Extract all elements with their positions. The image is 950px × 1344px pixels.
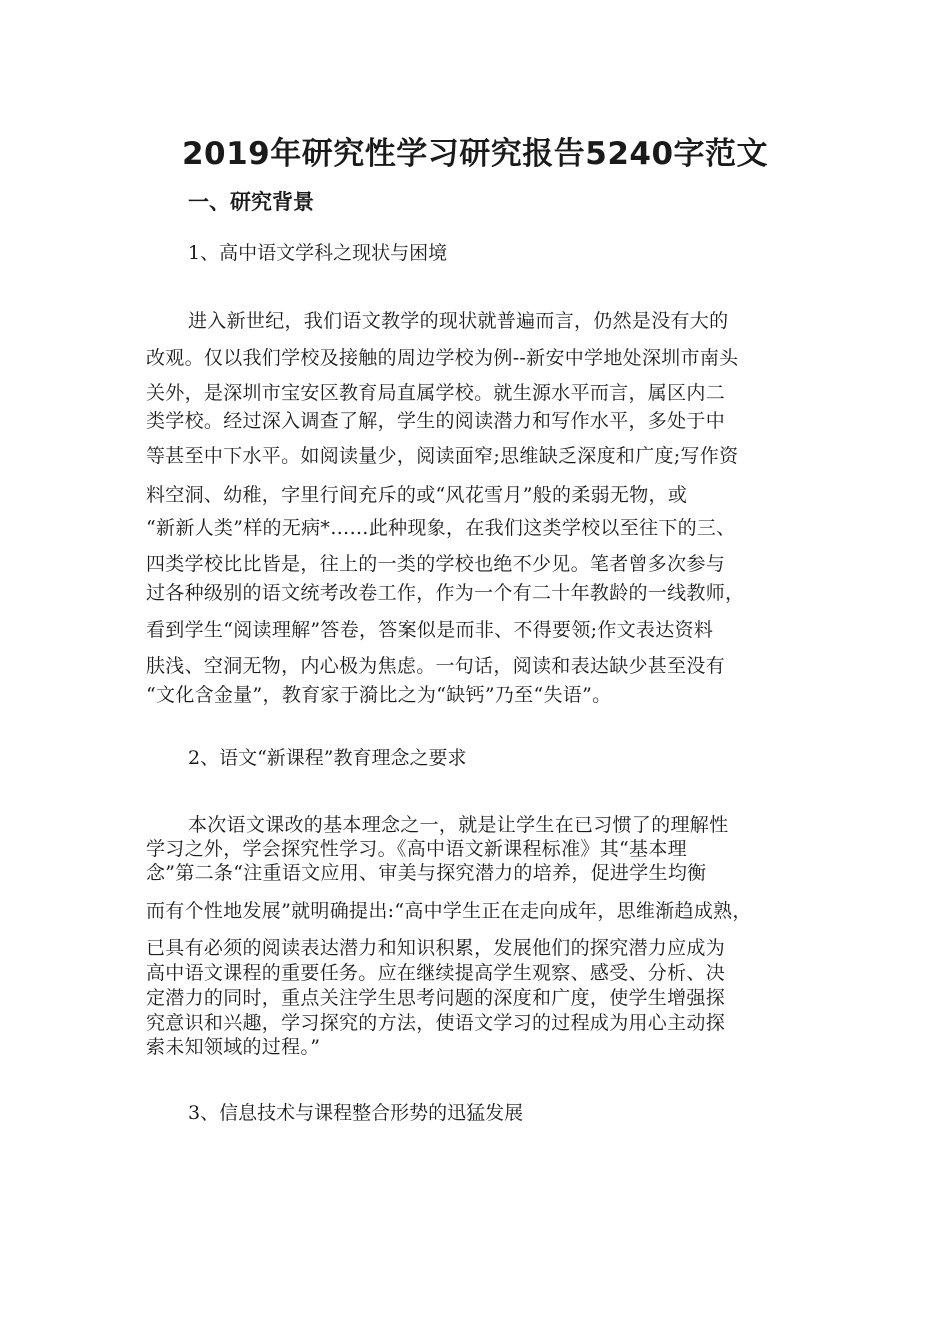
paragraph-line: 学习之外，学会探究性学习。《高中语文新课程标准》其“基本理 [146, 838, 687, 860]
subheading-2: 2、语文“新课程”教育理念之要求 [188, 747, 467, 769]
paragraph-line: 类学校。经过深入调查了解，学生的阅读潜力和写作水平，多处于中 [146, 410, 726, 432]
paragraph-line: 进入新世纪，我们语文教学的现状就普遍而言，仍然是没有大的 [188, 310, 729, 332]
paragraph-line: 四类学校比比皆是，往上的一类的学校也绝不少见。笔者曾多次参与 [146, 553, 726, 575]
paragraph-line: 高中语文课程的重要任务。应在继续提高学生观察、感受、分析、决 [146, 962, 726, 984]
paragraph-line: 本次语文课改的基本理念之一，就是让学生在已习惯了的理解性 [188, 814, 729, 836]
section-heading: 一、研究背景 [188, 190, 314, 214]
paragraph-line: 过各种级别的语文统考改卷工作，作为一个有二十年教龄的一线教师， [146, 582, 745, 604]
paragraph-line: 而有个性地发展”就明确提出:“高中学生正在走向成年，思维渐趋成熟， [146, 900, 752, 922]
paragraph-line: 改观。仅以我们学校及接触的周边学校为例--新安中学地处深圳市南头 [146, 347, 739, 369]
paragraph-line: 究意识和兴趣，学习探究的方法，使语文学习的过程成为用心主动探 [146, 1012, 726, 1034]
paragraph-line: “文化含金量”，教育家于漪比之为“缺钙”乃至“失语”。 [146, 684, 612, 706]
subheading-1: 1、高中语文学科之现状与困境 [188, 242, 448, 264]
paragraph-line: 等甚至中下水平。如阅读量少，阅读面窄;思维缺乏深度和广度;写作资 [146, 445, 739, 467]
paragraph-line: 已具有必须的阅读表达潜力和知识积累，发展他们的探究潜力应成为 [146, 937, 726, 959]
paragraph-line: 料空洞、幼稚，字里行间充斥的或“风花雪月”般的柔弱无物，或 [146, 484, 688, 506]
paragraph-line: “新新人类”样的无病*……此种现象，在我们这类学校以至往下的三、 [146, 517, 736, 539]
paragraph-line: 看到学生“阅读理解”答卷，答案似是而非、不得要领;作文表达资料 [146, 619, 714, 641]
paragraph-line: 肤浅、空洞无物，内心极为焦虑。一句话，阅读和表达缺少甚至没有 [146, 655, 726, 677]
paragraph-line: 定潜力的同时，重点关注学生思考问题的深度和广度，使学生增强探 [146, 987, 726, 1009]
document-title: 2019年研究性学习研究报告5240字范文 [181, 136, 769, 172]
paragraph-line: 索未知领域的过程。” [146, 1036, 321, 1058]
subheading-3: 3、信息技术与课程整合形势的迅猛发展 [188, 1102, 524, 1124]
paragraph-line: 关外，是深圳市宝安区教育局直属学校。就生源水平而言，属区内二 [146, 382, 726, 404]
paragraph-line: 念”第二条“注重语文应用、审美与探究潜力的培养，促进学生均衡 [146, 862, 707, 884]
